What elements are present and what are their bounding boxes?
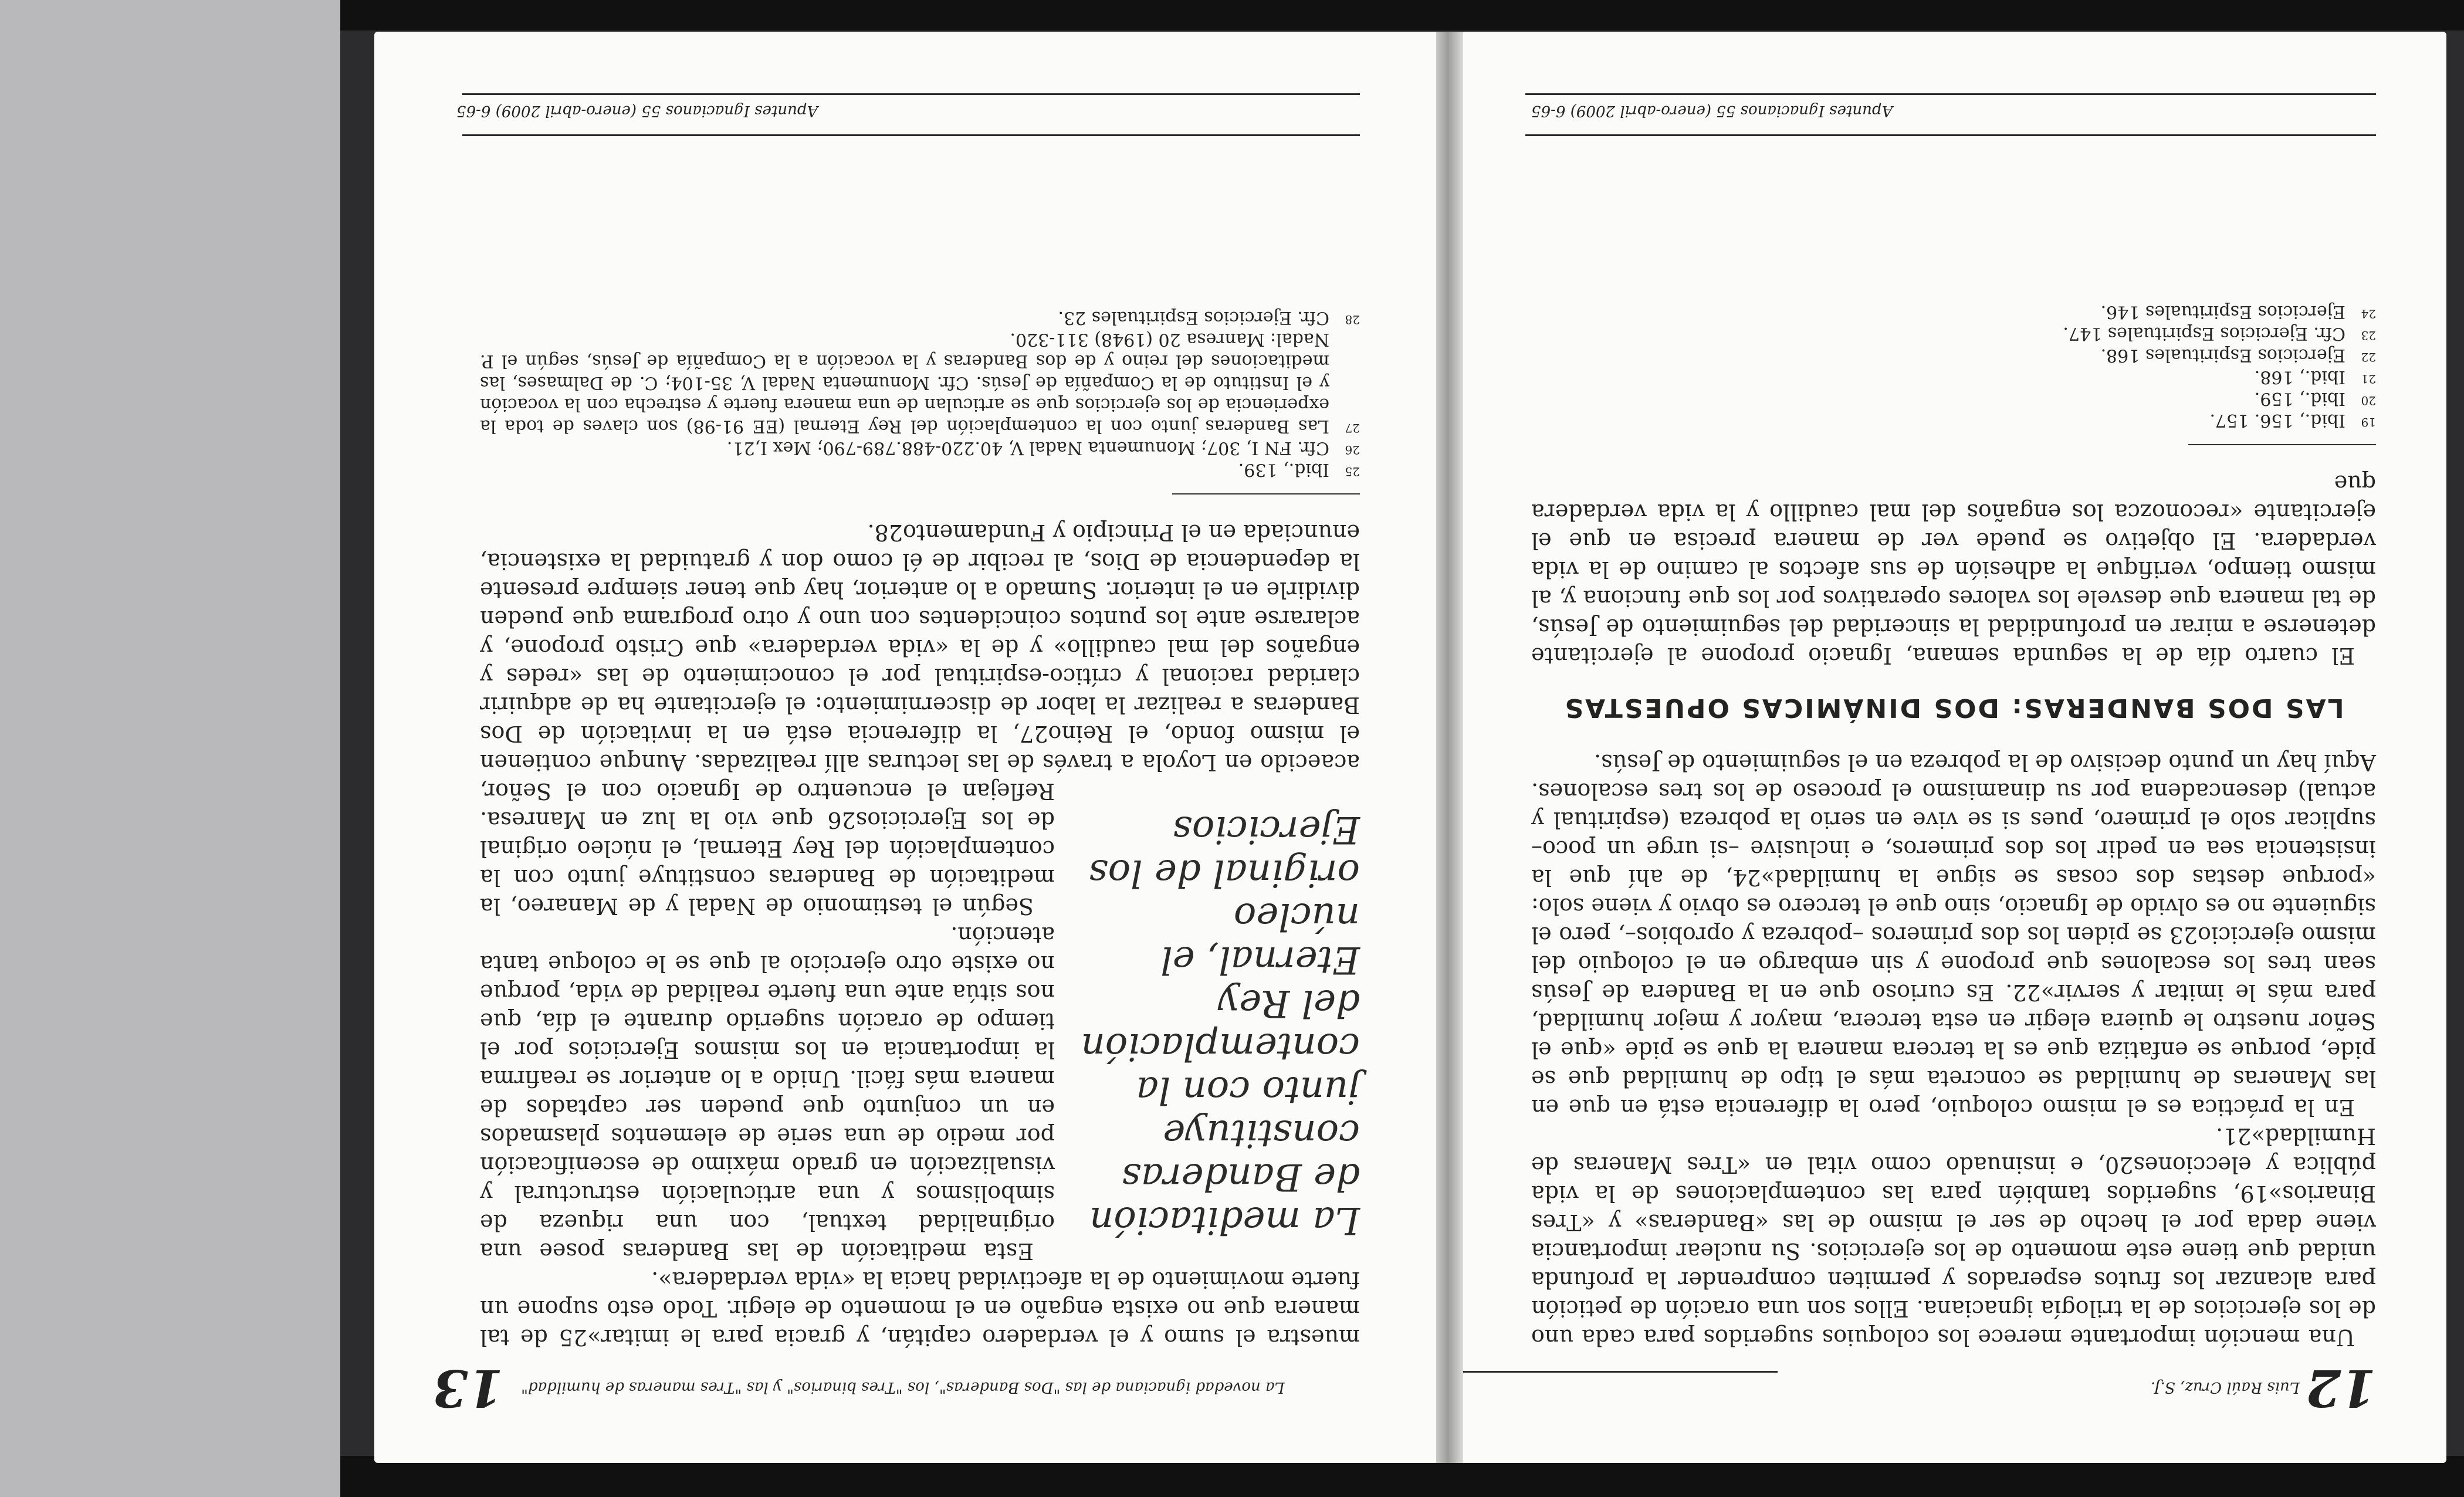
footer-rule-bottom bbox=[1525, 93, 2376, 95]
footnote bbox=[1531, 409, 2376, 431]
page-number: 12 bbox=[2306, 1358, 2376, 1417]
scanner-bed bbox=[0, 0, 340, 1497]
footnote-number: 24 bbox=[2361, 307, 2376, 321]
footnote bbox=[480, 437, 1360, 459]
page-header bbox=[1531, 1358, 2376, 1417]
scanner-edge-bottom bbox=[0, 0, 2464, 31]
page-left bbox=[1461, 32, 2446, 1463]
footnote-text: Ejercicios Espirituales 168. bbox=[2100, 345, 2345, 365]
footnote-text: Las Banderas junto con la contemplación del Rey Eternal (EE 91-98) son claves de toda la experiencia de los ejercicios que se articulan de una manera fuerte y estrecha con la vocación y el Instituto de la Compañía de Jesús. Cfr. Monumenta Nadal V, 35-104; C. de Dalmases, las meditaciones del reino y de dos Banderas y la vocación a la Compañía de Jesús, según el P. Nadal: Manresa 20 (1948) 311-320. bbox=[480, 329, 1329, 436]
footer-rule-top bbox=[1525, 134, 2376, 136]
footnote-number: 28 bbox=[1345, 313, 1360, 327]
page-header bbox=[433, 1358, 1366, 1417]
running-head: Luis Raúl Cruz, S.J. bbox=[2150, 1379, 2300, 1396]
footnote-text: Ibid., 156. 157. bbox=[2209, 410, 2345, 431]
paragraph: El cuarto día de la segunda semana, Ignacio propone al ejercitante detenerse a mirar en profundidad la sinceridad del seguimiento de Jesús, de tal manera que desvele los valores operativos por los que funciona y, al mismo tiempo, verifique la adhesión de sus afectos al camino de la vida verdadera. El objetivo se puede ver de manera precisa en que el ejercitante «reconozca los engaños del mal caudillo y la vida verdadera que bbox=[1531, 470, 2376, 669]
footnote bbox=[1531, 388, 2376, 409]
footnote-number: 19 bbox=[2361, 415, 2376, 429]
body-text bbox=[480, 307, 1360, 1352]
paragraph: En la práctica es el mismo coloquio, pero la diferencia está en que en las Maneras de humildad se concreta más el tipo de humildad que se pide, porque se enfatiza que es la tercera manera la que se pide «que el Señor nuestro le quiera elegir en esta tercera, mayor y mejor humildad, para más le imitar y servir»22. Es curioso que en la Bandera de Jesús sean tres los escalones que propone y sin embargo en el coloquio del mismo ejercicio23 se piden los dos primeros –pobreza y oprobios–, pero el siguiente no es olvido de Ignacio, sino que el tercero es obvio y viene solo: «porque destas dos cosas se sigue la humildad»24, de ahí que la insistencia sea en pedir los dos primeros, e inclusive –si urge un poco– suplicar solo el primero, pues si se vive en serio la pobreza (espiritual y actual) desencadena por su dinamismo el proceso de los tres escalones. Aquí hay un punto decisivo de la pobreza en el seguimiento de Jesús. bbox=[1531, 750, 2376, 1120]
section-title: LAS DOS BANDERAS: DOS DINÁMICAS OPUESTAS bbox=[1563, 693, 2344, 723]
page-footer: Apuntes Ignacianos 55 (enero-abril 2009) 6-65 bbox=[456, 102, 818, 120]
footnote bbox=[480, 307, 1360, 328]
footnote bbox=[1531, 344, 2376, 366]
running-head: La novedad ignaciana de las "Dos Banderas", los "Tres binarios" y las "Tres maneras de humildad" bbox=[521, 1379, 1285, 1396]
paragraph: muestra el sumo y el verdadero capitán, y gracia para le imitar»25 de tal manera que no exista engaño en el momento de elegir. Todo esto supone un fuerte movimiento de la afectividad hacia la «vida verdadera». bbox=[480, 1267, 1360, 1350]
footnote bbox=[480, 328, 1360, 437]
paragraph: Según el testimonio de Nadal y de Manareo, la meditación de Banderas constituye junto con la contemplación del Rey Eternal, el núcleo original de los Ejercicios26 que vio la luz en Manresa. Reflejan el encuentro de Ignacio con el Señor, acaecido en Loyola a través de las lecturas allí realizadas. Aunque contienen el mismo fondo, el Reino27, la diferencia está en la invitación de Dos Banderas a realizar la labor de discernimiento: el ejercitante ha de adquirir claridad racional y crítico-espiritual por el conocimiento de las «redes y engaños del mal caudillo» y de la «vida verdadera» que Cristo propone, y aclararse ante los puntos coincidentes con uno y otro programa que pueden dividirle en el interior. Sumado a lo anterior, hay que tener siempre presente la dependencia de Dios, al recibir de él como don y gratuidad la existencia, enunciada en el Principio y Fundamento28. bbox=[480, 520, 1360, 919]
paragraph: Una mención importante merece los coloquios sugeridos para cada uno de los ejercicios de la trilogía ignaciana. Ellos son una oración de petición para alcanzar los frutos esperados y permiten comprender la profunda unidad que tiene este momento de los ejercicios. Su nuclear importancia viene dada por el hecho de ser el mismo de las «Banderas» y «Tres Binarios»19, sugeridos también para las contemplaciones de la vida pública y elecciones20, e insinuado como vital en «Tres Maneras de Humildad»21. bbox=[1531, 1123, 2376, 1350]
body-text bbox=[1531, 301, 2376, 1352]
paragraph: Esta meditación de las Banderas posee una originalidad textual, con una riqueza de simbolismos y una articulación estructural y visualización en grado máximo de escenificación por medio de una serie de elementos plasmados en un conjunto que pueden ser captados de manera más fácil. Unido a lo anterior se reafirma la importancia en los mismos Ejercicios por el tiempo de oración sugerido durante el día, que nos sitúa ante una fuerte realidad de vida, porque no existe otro ejercicio al que se le coloque tanta atención. bbox=[480, 922, 1055, 1264]
footnote bbox=[1531, 301, 2376, 323]
footnote-number: 20 bbox=[2361, 394, 2376, 408]
footnote-text: Ejercicios Espirituales 146. bbox=[2100, 302, 2345, 322]
footnote-rule bbox=[2188, 444, 2376, 445]
footnote bbox=[1531, 323, 2376, 344]
book-gutter bbox=[1433, 32, 1463, 1463]
footer-rule-bottom bbox=[462, 93, 1360, 95]
page-footer: Apuntes Ignacianos 55 (enero-abril 2009) 6-65 bbox=[1531, 102, 1893, 120]
footer-rule-top bbox=[462, 134, 1360, 136]
page-number: 13 bbox=[433, 1358, 503, 1417]
footnote-number: 27 bbox=[1345, 421, 1360, 435]
footnote-text: Cfr. Ejercicios Espirituales 23. bbox=[1058, 307, 1329, 328]
footnote-number: 23 bbox=[2361, 328, 2376, 343]
footnote-number: 25 bbox=[1345, 465, 1360, 479]
footnote-text: Cfr. Ejercicios Espirituales 147. bbox=[2063, 323, 2345, 344]
page-right bbox=[374, 32, 1436, 1463]
footnote-number: 26 bbox=[1345, 443, 1360, 457]
footnote-number: 21 bbox=[2361, 372, 2376, 386]
footnote-text: Ibid., 139. bbox=[1238, 459, 1329, 480]
footnote bbox=[1531, 366, 2376, 388]
footnote-rule bbox=[1172, 493, 1360, 495]
footnote-text: Cfr. FN I, 307; Monumenta Nadal V, 40.220-488.789-790; Mex I,21. bbox=[726, 438, 1329, 458]
footnote-number: 22 bbox=[2361, 350, 2376, 364]
footnote-text: Ibid., 168. bbox=[2254, 367, 2345, 387]
footnotes bbox=[480, 307, 1360, 480]
footnote-text: Ibid., 159. bbox=[2254, 388, 2345, 409]
footnote bbox=[480, 459, 1360, 480]
footnotes bbox=[1531, 301, 2376, 431]
pull-quote: La meditación de Banderas constituye junto con la contemplación del Rey Eternal, el núcleo original de los Ejercicios bbox=[1081, 808, 1360, 1242]
